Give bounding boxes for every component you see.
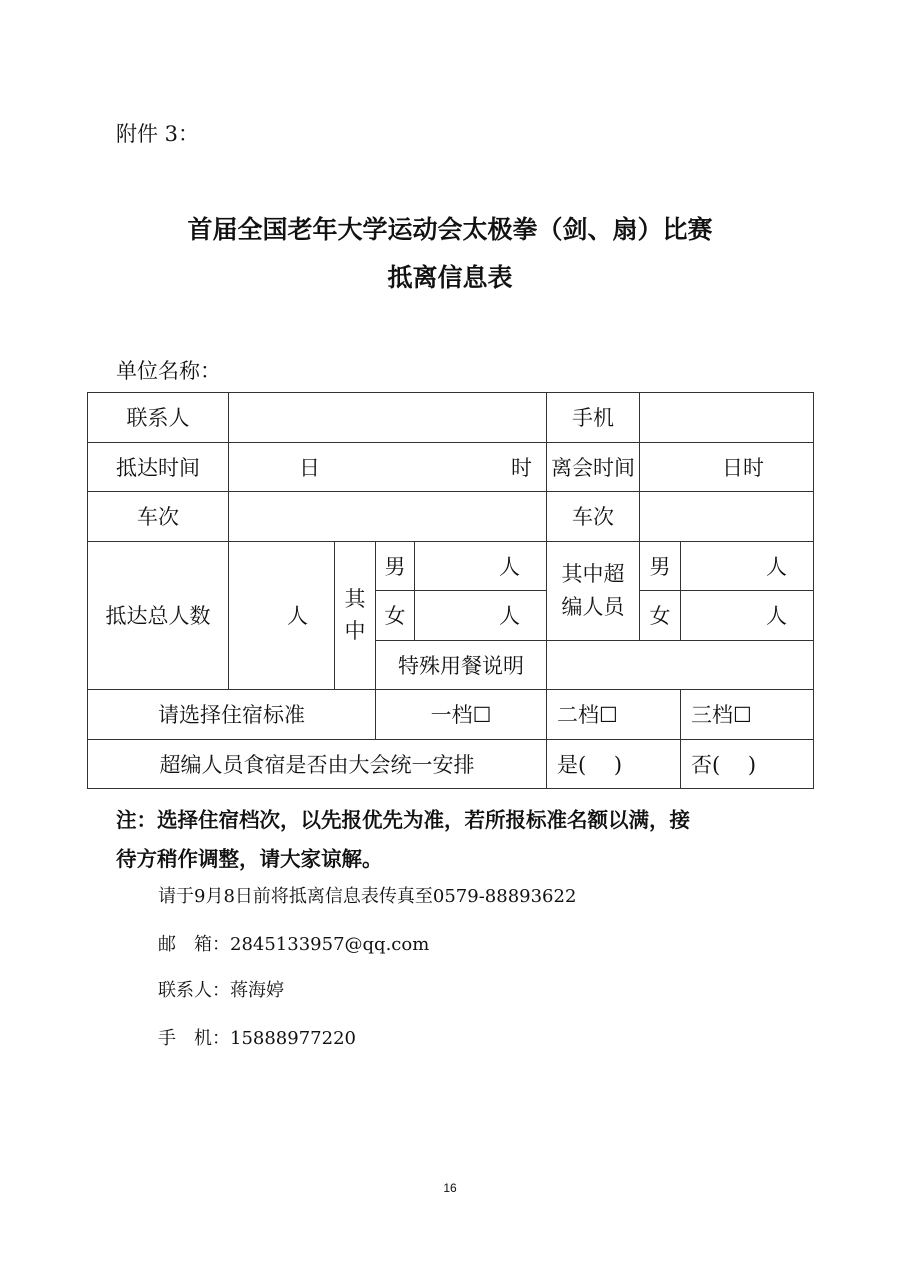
among-char-1: 其 bbox=[344, 586, 366, 611]
excess-male-label: 男 bbox=[640, 541, 681, 591]
excess-label-line2: 编人员 bbox=[561, 594, 625, 619]
departure-train-label: 车次 bbox=[547, 492, 640, 542]
hour-unit: 时 bbox=[743, 455, 764, 480]
yes-option[interactable]: 是( ) bbox=[547, 739, 681, 789]
arrival-time-label: 抵达时间 bbox=[88, 442, 229, 492]
arrival-total-label: 抵达总人数 bbox=[88, 541, 229, 690]
person-unit: 人 bbox=[287, 604, 308, 629]
unit-name-label: 单位名称： bbox=[116, 359, 221, 383]
unified-arrangement-label: 超编人员食宿是否由大会统一安排 bbox=[88, 739, 547, 789]
female-label: 女 bbox=[376, 591, 415, 641]
excess-male-field[interactable] bbox=[681, 541, 814, 591]
lodging-standard-label: 请选择住宿标准 bbox=[88, 690, 376, 740]
person-unit: 人 bbox=[499, 604, 520, 629]
note-line-2: 待方稍作调整，请大家谅解。 bbox=[116, 847, 383, 871]
excess-female-field[interactable] bbox=[681, 591, 814, 641]
note-line-1: 注：选择住宿档次，以先报优先为准，若所报标准名额以满，接 bbox=[116, 808, 690, 832]
day-unit: 日 bbox=[299, 455, 320, 480]
person-unit: 人 bbox=[766, 554, 787, 579]
page-number: 16 bbox=[443, 1181, 457, 1195]
male-label: 男 bbox=[376, 541, 415, 591]
mobile-field[interactable] bbox=[640, 393, 814, 443]
special-meal-field[interactable] bbox=[547, 640, 814, 690]
no-option[interactable]: 否( ) bbox=[681, 739, 814, 789]
tier2-checkbox[interactable]: 二档☐ bbox=[547, 690, 681, 740]
phone-line: 手 机：15888977220 bbox=[158, 1028, 356, 1049]
among-label bbox=[335, 541, 376, 690]
page-subtitle: 抵离信息表 bbox=[387, 263, 513, 292]
tier1-checkbox[interactable]: 一档☐ bbox=[376, 690, 547, 740]
person-unit: 人 bbox=[766, 604, 787, 629]
excess-staff-label bbox=[547, 541, 640, 640]
arrival-departure-form bbox=[87, 392, 814, 789]
contact-field[interactable] bbox=[229, 393, 547, 443]
arrival-train-label: 车次 bbox=[88, 492, 229, 542]
fax-instruction: 请于9月8日前将抵离信息表传真至0579-88893622 bbox=[158, 886, 577, 907]
contact-label: 联系人 bbox=[88, 393, 229, 443]
excess-female-label: 女 bbox=[640, 591, 681, 641]
departure-time-label: 离会时间 bbox=[547, 442, 640, 492]
person-unit: 人 bbox=[499, 554, 520, 579]
tier3-checkbox[interactable]: 三档☐ bbox=[681, 690, 814, 740]
day-unit: 日 bbox=[722, 455, 743, 480]
special-meal-label: 特殊用餐说明 bbox=[376, 640, 547, 690]
arrival-time-field[interactable] bbox=[229, 442, 547, 492]
mobile-label: 手机 bbox=[547, 393, 640, 443]
contact-person-line: 联系人：蒋海婷 bbox=[158, 980, 284, 1001]
arrival-train-field[interactable] bbox=[229, 492, 547, 542]
departure-time-field[interactable] bbox=[640, 442, 814, 492]
email-line: 邮 箱：2845133957@qq.com bbox=[158, 934, 430, 955]
arrival-total-field[interactable] bbox=[229, 541, 335, 690]
page-title: 首届全国老年大学运动会太极拳（剑、扇）比赛 bbox=[187, 215, 713, 244]
female-count-field[interactable] bbox=[415, 591, 547, 641]
departure-train-field[interactable] bbox=[640, 492, 814, 542]
hour-unit: 时 bbox=[511, 455, 532, 480]
among-char-2: 中 bbox=[344, 619, 366, 644]
attachment-label: 附件 3： bbox=[116, 122, 200, 146]
male-count-field[interactable] bbox=[415, 541, 547, 591]
excess-label-line1: 其中超 bbox=[561, 561, 625, 586]
